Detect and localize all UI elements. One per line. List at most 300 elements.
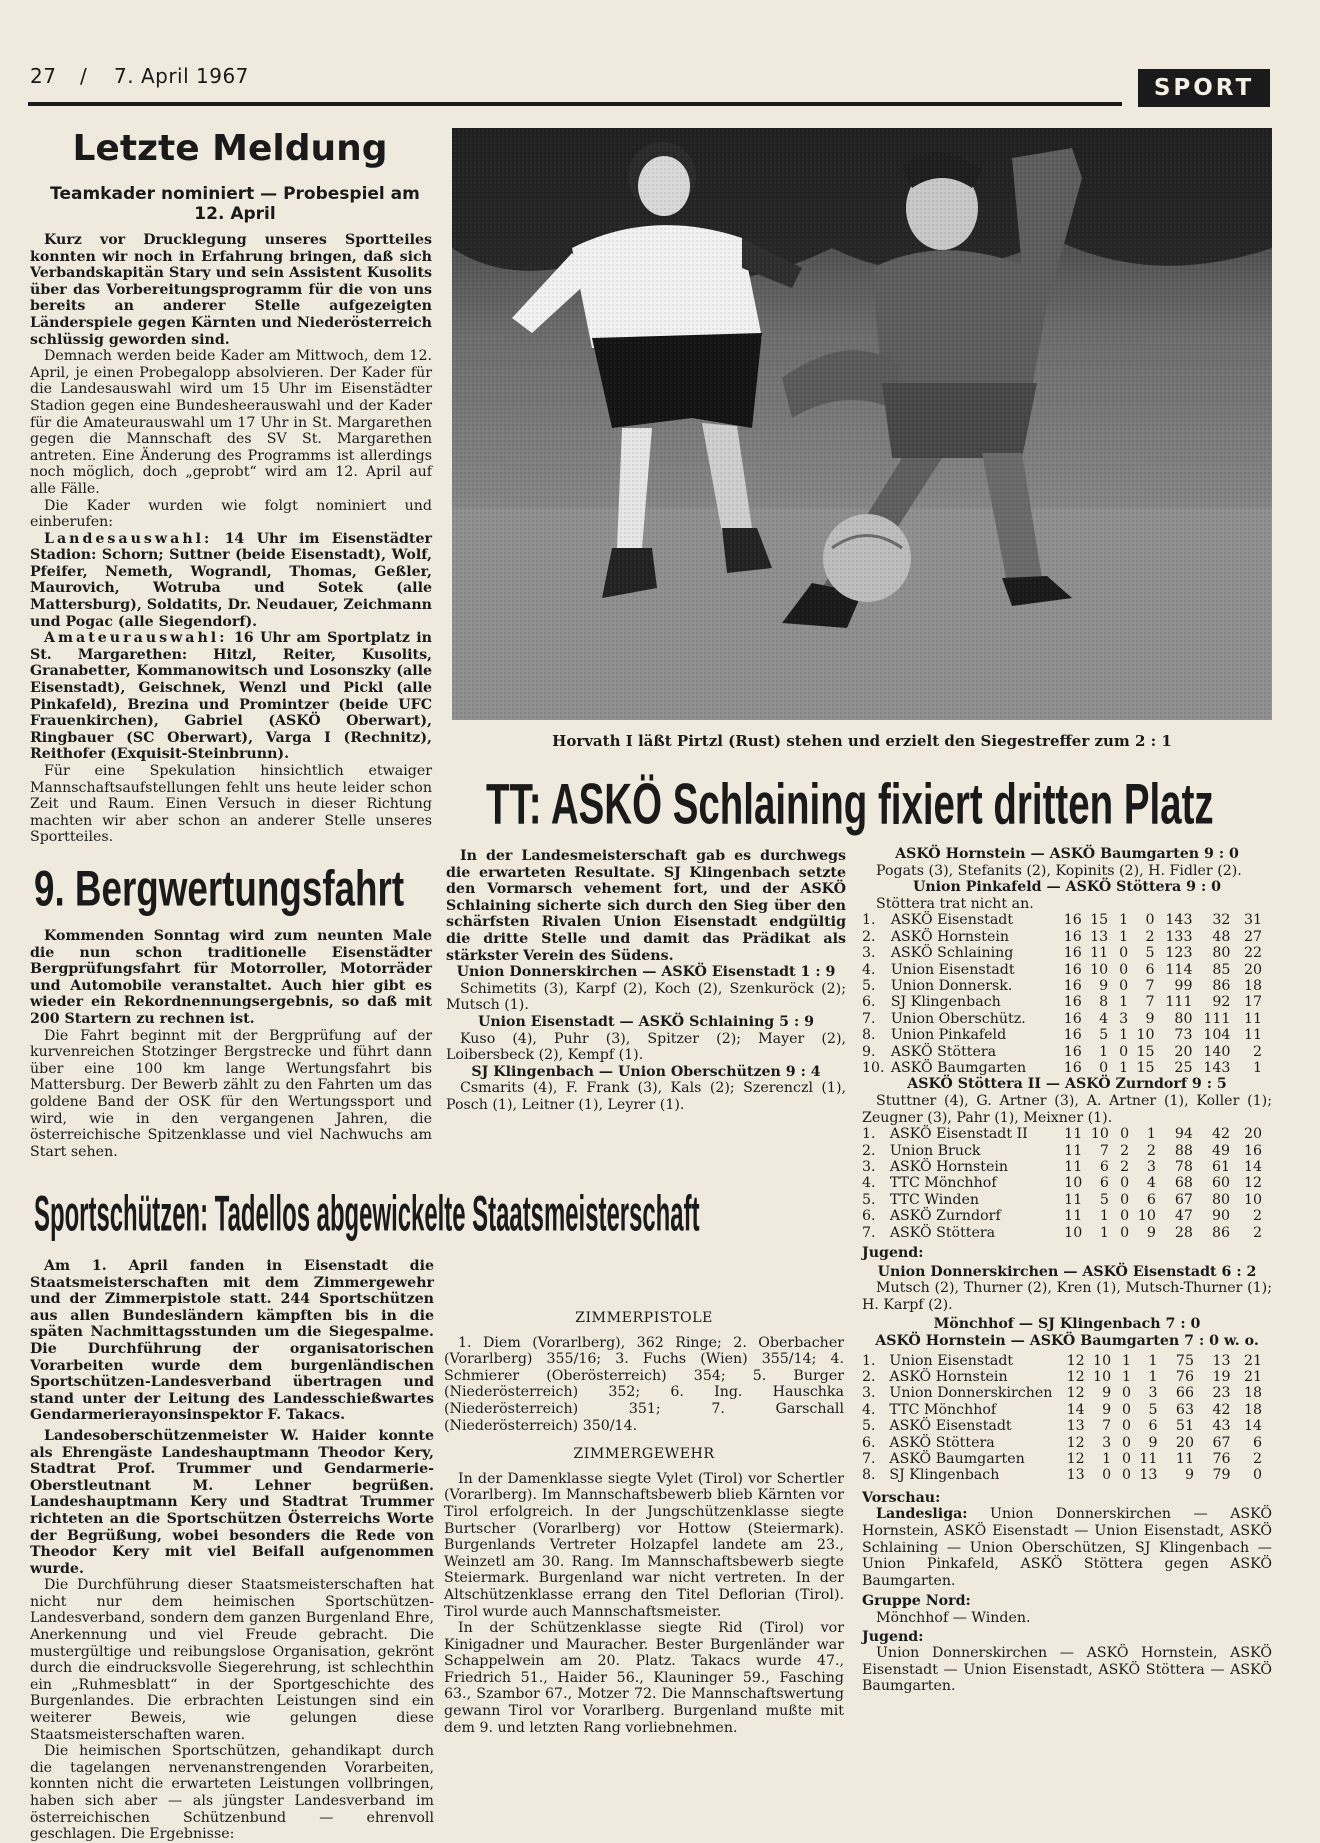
table-cell: 1 — [1119, 994, 1129, 1011]
team-name-cell: ASKÖ Hornstein — [890, 928, 1010, 945]
table-row — [862, 1451, 1262, 1467]
header-separator: / — [80, 64, 88, 88]
table-cell: 1. — [862, 1126, 876, 1143]
table-cell: 16 — [1243, 1142, 1262, 1159]
table-cell: 4. — [862, 961, 876, 978]
table-cell: 7. — [862, 1010, 876, 1027]
table-row — [862, 1060, 1262, 1076]
football-photo — [452, 128, 1272, 720]
tt-standings-jugend — [862, 1353, 1262, 1484]
table-cell: 61 — [1211, 1159, 1231, 1176]
table-cell: 86 — [1212, 978, 1231, 994]
table-cell: 12 — [1066, 1434, 1085, 1451]
table-cell: 15 — [1136, 1043, 1155, 1060]
table-cell: 12 — [1066, 1451, 1085, 1468]
table-cell: 104 — [1203, 1027, 1231, 1044]
letzte-p3: Für eine Spekulation hinsichtlich etwaiger Mannschaftsaufstellungen fehlt uns heute leider schon Zeit und Raum. Einen Versuch in dieser Richtung machten wir aber schon an anderer Stelle unseres Sportteiles. — [30, 763, 432, 846]
table-cell: 114 — [1165, 961, 1193, 978]
table-cell: 16 — [1063, 1010, 1082, 1027]
letzte-meldung-body — [30, 232, 432, 846]
table-cell: 20 — [1243, 961, 1262, 978]
table-cell: 28 — [1174, 1224, 1193, 1241]
table-row — [862, 1011, 1262, 1027]
table-cell: 99 — [1174, 978, 1193, 994]
tt-match-7: Union Donnerskirchen — ASKÖ Eisenstadt 6 : 2 — [877, 1263, 1257, 1280]
schuetzen-lead: Am 1. April fanden in Eisenstadt die Staatsmeisterschaften mit dem Zimmergewehr und der Zimmerpistole statt. 244 Sportschützen aus allen Bundesländern kämpften bis in die späten Nachmittagsstunden um die Siegespalme. Die Durchführung der organisatorischen Vorarbeiten wurde dem burgenländischen Sportschützen-Landesverband übertragen und stand unter der Leitung des Landesschießwartes Gendarmerierayonsinspektor F. Takacs. — [30, 1258, 434, 1424]
table-cell: 14 — [1066, 1401, 1085, 1418]
table-cell: 11 — [1243, 1027, 1262, 1044]
table-cell: 16 — [1063, 912, 1082, 929]
table-cell: 21 — [1243, 1352, 1262, 1369]
issue-date: 7. April 1967 — [114, 64, 249, 88]
table-cell: 48 — [1212, 928, 1231, 945]
table-cell: 20 — [1175, 1434, 1194, 1451]
table-cell: 6 — [1145, 961, 1155, 978]
table-row — [862, 1208, 1262, 1224]
table-cell: 5 — [1099, 1027, 1109, 1044]
table-cell: 63 — [1175, 1401, 1194, 1418]
table-cell: 11 — [1064, 1191, 1083, 1208]
football-photo-illustration — [452, 128, 1272, 720]
table-cell: 4 — [1099, 1010, 1109, 1027]
tt-match-6-text: Stuttner (4), G. Artner (3), A. Artner (1), Koller (1); Zeugner (3), Pahr (1), Meixner (1). — [862, 1093, 1272, 1126]
team-name-cell: ASKÖ Baumgarten — [889, 1451, 1025, 1468]
table-cell: 18 — [1243, 1401, 1262, 1418]
tt-match-7-text: Mutsch (2), Thurner (2), Kren (1), Mutsch-Thurner (1); H. Karpf (2). — [862, 1280, 1272, 1313]
table-cell: 0 — [1122, 1467, 1132, 1484]
table-cell: 9 — [1148, 1434, 1158, 1451]
table-row — [862, 929, 1262, 945]
bergwertung-headline: 9. Bergwertungsfahrt — [34, 860, 405, 917]
team-name-cell: ASKÖ Eisenstadt — [889, 1418, 1012, 1435]
table-row — [862, 1143, 1262, 1159]
team-name-cell: Union Bruck — [889, 1142, 981, 1159]
table-row — [862, 1385, 1262, 1401]
amateurauswahl-label: Amateurauswahl: — [44, 630, 228, 647]
tt-landesliga — [862, 1506, 1272, 1589]
table-cell: 2 — [1120, 1142, 1130, 1159]
table-row — [862, 1044, 1262, 1060]
team-name-cell: Union Pinkafeld — [890, 1027, 1007, 1044]
tt-match-3: SJ Klingenbach — Union Oberschützen 9 : 4 — [471, 1063, 821, 1080]
table-row — [862, 945, 1262, 961]
table-cell: 8 — [1099, 994, 1109, 1011]
tt-match-8: Mönchhof — SJ Klingenbach 7 : 0 — [933, 1316, 1201, 1333]
tt-match-4: ASKÖ Hornstein — ASKÖ Baumgarten 9 : 0 — [895, 846, 1239, 862]
table-cell: 7 — [1145, 978, 1155, 994]
table-row — [862, 1027, 1262, 1043]
team-name-cell: SJ Klingenbach — [889, 1467, 1000, 1484]
team-name-cell: ASKÖ Schlaining — [890, 945, 1014, 962]
tt-standings-landesliga — [862, 912, 1262, 1076]
table-cell: 0 — [1252, 1467, 1262, 1484]
zimmergewehr-head: ZIMMERGEWEHR — [573, 1446, 715, 1463]
table-cell: 8. — [862, 1027, 876, 1044]
table-cell: 5. — [862, 978, 876, 994]
table-row — [862, 1192, 1262, 1208]
table-cell: 1 — [1099, 1043, 1109, 1060]
bergwertung-lead: Kommenden Sonntag wird zum neunten Male die nun schon traditionelle Eisenstädter Bergprüfungsfahrt für Motorroller, Motorräder und Automobile veranstaltet. Auch hier gibt es wieder ein Rekordnennungsergebnis, so daß mit 200 Startern zu rechnen ist. — [30, 928, 432, 1027]
table-cell: 13 — [1212, 1352, 1231, 1369]
tt-match-4-text: Pogats (3), Stefanits (2), Kopinits (2), H. Fidler (2). — [876, 862, 1242, 879]
table-cell: 4. — [862, 1175, 876, 1192]
letzte-meldung-subtitle: Teamkader nominiert — Probespiel am 12. April — [50, 184, 420, 224]
table-cell: 6. — [862, 994, 876, 1011]
table-row — [862, 1225, 1262, 1241]
table-row — [862, 1353, 1262, 1369]
table-cell: 9. — [862, 1043, 876, 1060]
table-cell: 16 — [1063, 1043, 1082, 1060]
table-cell: 12 — [1066, 1385, 1085, 1402]
tt-vorschau-label: Vorschau: — [862, 1489, 941, 1506]
table-cell: 1 — [1099, 1208, 1109, 1225]
table-cell: 143 — [1203, 1060, 1231, 1077]
team-name-cell: ASKÖ Hornstein — [889, 1369, 1008, 1386]
table-cell: 25 — [1174, 1060, 1193, 1077]
letzte-landesauswahl — [30, 531, 432, 631]
bergwertung-body — [30, 928, 432, 1160]
table-cell: 10 — [1243, 1191, 1262, 1208]
table-cell: 0 — [1102, 1467, 1112, 1484]
tt-jugend-label: Jugend: — [862, 1245, 924, 1262]
table-row — [862, 1175, 1262, 1191]
team-name-cell: ASKÖ Zurndorf — [889, 1208, 1001, 1225]
team-name-cell: TTC Mönchhof — [889, 1401, 997, 1418]
table-row — [862, 978, 1262, 994]
landesauswahl-label: Landesauswahl: — [44, 530, 213, 547]
table-cell: 20 — [1174, 1043, 1193, 1060]
table-cell: 0 — [1119, 945, 1129, 962]
table-cell: 3 — [1148, 1385, 1158, 1402]
table-cell: 2 — [1145, 928, 1155, 945]
table-cell: 1 — [1148, 1352, 1158, 1369]
table-cell: 0 — [1120, 1224, 1130, 1241]
team-name-cell: Union Donnersk. — [890, 978, 1013, 994]
table-cell: 67 — [1212, 1434, 1231, 1451]
table-cell: 1 — [1122, 1352, 1132, 1369]
letzte-amateurauswahl — [30, 630, 432, 763]
table-cell: 47 — [1174, 1208, 1193, 1225]
table-cell: 14 — [1243, 1418, 1262, 1435]
table-cell: 11 — [1139, 1451, 1158, 1468]
table-cell: 1 — [1102, 1451, 1112, 1468]
table-cell: 2 — [1252, 1224, 1262, 1241]
table-cell: 1 — [1146, 1126, 1156, 1143]
table-cell: 11 — [1064, 1126, 1083, 1143]
table-cell: 1. — [862, 912, 876, 929]
team-name-cell: Union Donnerskirchen — [889, 1385, 1053, 1402]
schuetzen-column-2 — [444, 1300, 844, 1736]
table-cell: 11 — [1175, 1451, 1194, 1468]
team-name-cell: Union Oberschütz. — [890, 1010, 1026, 1027]
table-cell: 9 — [1102, 1401, 1112, 1418]
tt-match-5: Union Pinkafeld — ASKÖ Stöttera 9 : 0 — [912, 879, 1222, 896]
table-cell: 3 — [1119, 1010, 1129, 1027]
table-cell: 11 — [1064, 1208, 1083, 1225]
schuetzen-p4: Die heimischen Sportschützen, gehandikapt durch die tagelangen nervenanstrengenden Vorarbeiten, konnten nicht die erwarteten Leistungen vollbringen, haben sich aber — als jüngster Landesverband im österreichischen Schützenbund — ehrenvoll geschlagen. Die Ergebnisse: — [30, 1743, 434, 1843]
table-cell: 17 — [1243, 994, 1262, 1011]
table-cell: 5. — [862, 1191, 876, 1208]
table-cell: 0 — [1119, 1043, 1129, 1060]
table-cell: 1 — [1099, 1224, 1109, 1241]
table-cell: 15 — [1136, 1060, 1155, 1077]
table-cell: 8. — [862, 1467, 876, 1484]
table-cell: 6 — [1099, 1159, 1109, 1176]
table-cell: 9 — [1184, 1467, 1194, 1484]
table-cell: 32 — [1212, 912, 1231, 929]
table-cell: 75 — [1175, 1352, 1194, 1369]
tt-headline: TT: ASKÖ Schlaining fixiert dritten Platz — [486, 773, 1214, 837]
table-cell: 6. — [862, 1434, 876, 1451]
table-cell: 0 — [1145, 912, 1155, 929]
table-row — [862, 912, 1262, 928]
table-cell: 1 — [1119, 1027, 1129, 1044]
table-cell: 0 — [1119, 978, 1129, 994]
table-cell: 16 — [1063, 1060, 1082, 1077]
table-cell: 2 — [1146, 1142, 1156, 1159]
table-cell: 23 — [1212, 1385, 1231, 1402]
table-cell: 9 — [1102, 1385, 1112, 1402]
tt-match-1-text: Schimetits (3), Karpf (2), Koch (2), Szenkuröck (2); Mutsch (1). — [446, 980, 846, 1014]
tt-match-5-text: Stöttera trat nicht an. — [876, 895, 1034, 912]
table-cell: 90 — [1211, 1208, 1231, 1225]
table-cell: 80 — [1211, 1191, 1231, 1208]
table-cell: 18 — [1243, 978, 1262, 994]
table-cell: 51 — [1175, 1418, 1194, 1435]
table-cell: 22 — [1243, 945, 1262, 962]
table-cell: 9 — [1145, 1010, 1155, 1027]
section-badge: SPORT — [1138, 69, 1270, 107]
table-cell: 2. — [862, 928, 876, 945]
table-cell: 1 — [1122, 1369, 1132, 1386]
table-cell: 6 — [1146, 1191, 1156, 1208]
table-cell: 80 — [1212, 945, 1231, 962]
table-cell: 5. — [862, 1418, 876, 1435]
table-row — [862, 1126, 1262, 1142]
table-cell: 16 — [1063, 994, 1082, 1011]
tt-column-1 — [446, 848, 846, 1114]
table-cell: 10 — [1093, 1352, 1112, 1369]
table-cell: 0 — [1120, 1208, 1130, 1225]
table-cell: 10. — [862, 1060, 885, 1077]
table-cell: 10 — [1093, 1369, 1112, 1386]
table-cell: 0 — [1122, 1451, 1132, 1468]
table-cell: 6 — [1099, 1175, 1109, 1192]
table-cell: 7. — [862, 1224, 876, 1241]
team-name-cell: ASKÖ Stöttera — [889, 1224, 996, 1241]
table-row — [862, 1159, 1262, 1175]
table-cell: 2. — [862, 1369, 876, 1386]
zimmerpistole-text: 1. Diem (Vorarlberg), 362 Ringe; 2. Oberbacher (Vorarlberg) 355/16; 3. Fuchs (Wien) 355/14; 4. Schmierer (Oberösterreich) 354; 5. Burger (Niederösterreich) 352; 6. Ing. Hauschka (Niederösterreich) 351; 7. Garschall (Niederösterreich) 350/14. — [444, 1334, 844, 1434]
table-cell: 111 — [1203, 1010, 1231, 1027]
table-cell: 1 — [1148, 1369, 1158, 1386]
table-cell: 7 — [1145, 994, 1155, 1011]
table-cell: 2 — [1252, 1208, 1262, 1225]
table-cell: 16 — [1063, 978, 1082, 994]
tt-match-3-text: Csmarits (4), F. Frank (3), Kals (2); Szerenczl (1), Posch (1), Leitner (1), Leyrer (1). — [446, 1080, 846, 1113]
table-cell: 49 — [1211, 1142, 1231, 1159]
table-cell: 10 — [1090, 1126, 1109, 1143]
table-cell: 0 — [1120, 1126, 1130, 1143]
table-cell: 21 — [1243, 1369, 1262, 1386]
table-cell: 4. — [862, 1401, 876, 1418]
table-cell: 80 — [1174, 1010, 1193, 1027]
table-cell: 133 — [1165, 928, 1193, 945]
table-row — [862, 962, 1262, 978]
table-cell: 12 — [1066, 1369, 1085, 1386]
table-cell: 3 — [1146, 1159, 1156, 1176]
zimmergewehr-p1: In der Damenklasse siegte Vylet (Tirol) vor Schertler (Vorarlberg). Im Mannschaftsbewerb blieb Kärnten vor Tirol erfolgreich. In der Jungschützenklasse siegte Burtscher (Vorarlberg) vor Hottow (Steiermark). Burgenlands Vertreter Holzapfel landete am 23., Weinzetl am 30. Rang. Im Mannschaftsbewerb siegte Steiermark. Burgenland war nicht vertreten. In der Altschützenklasse errang den Titel Deflorian (Tirol). Tirol wurde auch Mannschaftsmeister. — [444, 1470, 844, 1620]
table-cell: 68 — [1174, 1175, 1193, 1192]
team-name-cell: ASKÖ Stöttera — [889, 1434, 995, 1451]
tt-match-1: Union Donnerskirchen — ASKÖ Eisenstadt 1 : 9 — [456, 964, 836, 981]
table-cell: 1 — [1119, 928, 1129, 945]
table-cell: 5 — [1145, 945, 1155, 962]
header-rule — [28, 102, 1122, 106]
table-cell: 92 — [1212, 994, 1231, 1011]
table-cell: 1 — [1119, 1060, 1129, 1077]
table-cell: 20 — [1243, 1126, 1262, 1143]
table-cell: 0 — [1099, 1060, 1109, 1077]
table-cell: 76 — [1175, 1369, 1194, 1386]
table-cell: 31 — [1243, 912, 1262, 929]
table-row — [862, 1402, 1262, 1418]
table-cell: 78 — [1174, 1159, 1193, 1176]
table-cell: 16 — [1063, 945, 1082, 962]
team-name-cell: Union Eisenstadt — [890, 961, 1015, 978]
table-cell: 16 — [1063, 928, 1082, 945]
table-cell: 0 — [1122, 1401, 1132, 1418]
table-cell: 4 — [1146, 1175, 1156, 1192]
table-cell: 0 — [1120, 1175, 1130, 1192]
table-cell: 111 — [1165, 994, 1193, 1011]
schuetzen-p2: Landesoberschützenmeister W. Haider konnte als Ehrengäste Landeshauptmann Theodor Kery, Stadtrat Prof. Trummer und Gendarmerie-Oberstleutnant M. Lehner begrüßen. Landeshauptmann Kery und Stadtrat Trummer richteten an die Sportschützen Österreichs Worte der Begrüßung, wobei besonders die Rede von Theodor Kery mit viel Beifall aufgenommen wurde. — [30, 1427, 434, 1577]
tt-jugend2-text: Union Donnerskirchen — ASKÖ Hornstein, ASKÖ Eisenstadt — Union Eisenstadt, ASKÖ Stöttera — ASKÖ Baumgarten. — [862, 1645, 1272, 1695]
table-cell: 6. — [862, 1208, 876, 1225]
table-cell: 13 — [1139, 1467, 1158, 1484]
table-cell: 0 — [1122, 1434, 1132, 1451]
table-cell: 14 — [1243, 1159, 1262, 1176]
table-cell: 2 — [1252, 1451, 1262, 1468]
team-name-cell: ASKÖ Baumgarten — [890, 1060, 1027, 1077]
zimmerpistole-head: ZIMMERPISTOLE — [575, 1310, 713, 1326]
table-cell: 10 — [1064, 1224, 1083, 1241]
table-cell: 27 — [1243, 928, 1262, 945]
table-cell: 10 — [1064, 1175, 1083, 1192]
table-cell: 2. — [862, 1142, 876, 1159]
table-cell: 3. — [862, 1385, 876, 1402]
tt-column-2 — [862, 846, 1272, 1695]
landesauswahl-text: 14 Uhr im Eisenstädter Stadion: Schorn; Suttner (beide Eisenstadt), Wolf, Pfeifer, Nemeth, Wograndl, Thomas, Geßler, Maurovich, Wotruba und Sotek (alle Mattersburg), Soldatits, Dr. Neudauer, Zeichmann und Pogac (alle Siegendorf). — [30, 530, 432, 630]
table-cell: 42 — [1211, 1126, 1231, 1143]
table-cell: 86 — [1211, 1224, 1231, 1241]
table-cell: 16 — [1063, 1027, 1082, 1044]
schuetzen-p3: Die Durchführung dieser Staatsmeisterschaften hat nicht nur dem heimischen Sportschützen-Landesverband, sondern dem ganzen Burgenland Ehre, Anerkennung und viel Freude gebracht. Die mustergültige und reibungslose Organisation, gekrönt durch die eindrucksvolle Siegerehrung, ist schlechthin ein „Ruhmesblatt“ in der Sportgeschichte des Burgenlandes. Die erbrachten Leistungen sind ein weiterer Beweis, wie gelungen diese Staatsmeisterschaften waren. — [30, 1577, 434, 1743]
table-cell: 9 — [1099, 978, 1109, 994]
table-cell: 3. — [862, 1159, 876, 1176]
table-cell: 2 — [1252, 1043, 1262, 1060]
team-name-cell: ASKÖ Eisenstadt II — [889, 1126, 1028, 1143]
table-cell: 1 — [1252, 1060, 1262, 1077]
team-name-cell: TTC Winden — [889, 1191, 979, 1208]
team-name-cell: Union Eisenstadt — [889, 1352, 1014, 1369]
table-cell: 13 — [1066, 1418, 1085, 1435]
table-cell: 67 — [1174, 1191, 1193, 1208]
table-row — [862, 1418, 1262, 1434]
table-cell: 5 — [1099, 1191, 1109, 1208]
landesliga-label: Landesliga: — [876, 1506, 968, 1523]
page-number: 27 — [30, 64, 57, 88]
tt-jugend2-label: Jugend: — [862, 1628, 924, 1645]
team-name-cell: ASKÖ Eisenstadt — [890, 912, 1014, 929]
bergwertung-p1: Die Fahrt beginnt mit der Bergprüfung auf der kurvenreichen Stotzinger Bergstrecke und führt dann über eine 100 km lange Wertungsfahrt bis Mattersburg. Der Bewerb zählt zu den Fahrten um das goldene Band der OSK für den Wertungssport und wird, wie in den vergangenen Jahren, die österreichische Spitzenklasse und viel Nachwuchs am Start sehen. — [30, 1027, 432, 1160]
table-row — [862, 1369, 1262, 1385]
letzte-p1: Demnach werden beide Kader am Mittwoch, dem 12. April, je einen Probegalopp absolvieren. Der Kader für die Landesauswahl wird um 15 Uhr im Eisenstädter Stadion gegen eine Bundesheerauswahl und der Kader für die Amateurauswahl um 17 Uhr in St. Margarethen gegen die Mannschaft des SV St. Margarethen antreten. Eine Änderung des Programms ist allerdings noch möglich, doch „geprobt“ wird am 12. April auf alle Fälle. — [30, 348, 432, 497]
table-cell: 11 — [1064, 1142, 1083, 1159]
table-cell: 10 — [1136, 1027, 1155, 1044]
team-name-cell: SJ Klingenbach — [890, 994, 1001, 1011]
landesliga-text: Union Donnerskirchen — ASKÖ Hornstein, ASKÖ Eisenstadt — Union Eisenstadt, ASKÖ Schlaining — Union Oberschützen, SJ Klingenbach — Union Pinkafeld, ASKÖ Stöttera gegen ASKÖ Baumgarten. — [862, 1506, 1273, 1589]
table-cell: 3. — [862, 945, 876, 962]
table-cell: 0 — [1122, 1418, 1132, 1435]
table-cell: 60 — [1211, 1175, 1231, 1192]
table-cell: 2 — [1120, 1159, 1130, 1176]
table-cell: 7 — [1099, 1142, 1109, 1159]
table-cell: 0 — [1119, 961, 1129, 978]
tt-lead: In der Landesmeisterschaft gab es durchwegs die erwarteten Resultate. SJ Klingenbach setzte den Vormarsch vehement fort, und der ASKÖ Schlaining sicherte sich durch den Sieg über den schärfsten Rivalen Union Eisenstadt endgültig die dritte Stelle und damit das Prädikat als stärkster Verein des Südens. — [446, 848, 846, 964]
table-cell: 6 — [1252, 1434, 1262, 1451]
table-cell: 12 — [1243, 1175, 1262, 1192]
table-cell: 11 — [1064, 1159, 1083, 1176]
table-cell: 123 — [1165, 945, 1193, 962]
table-cell: 16 — [1063, 961, 1082, 978]
table-cell: 6 — [1148, 1418, 1158, 1435]
table-cell: 88 — [1174, 1142, 1193, 1159]
table-cell: 73 — [1174, 1027, 1193, 1044]
table-cell: 5 — [1148, 1401, 1158, 1418]
letzte-meldung-title: Letzte Meldung — [72, 128, 388, 169]
table-cell: 13 — [1066, 1467, 1085, 1484]
tt-gruppe-label: Gruppe Nord: — [862, 1593, 971, 1610]
table-cell: 19 — [1212, 1369, 1231, 1386]
team-name-cell: ASKÖ Stöttera — [890, 1043, 997, 1060]
zimmergewehr-p2: In der Schützenklasse siegte Rid (Tirol) vor Kinigadner und Mauracher. Bester Burgenländer war Schappelwein am 20. Platz. Takacs wurde 47., Friedrich 51., Haider 56., Klauninger 59., Fasching 63., Szambor 67., Motzer 72. Die Mannschaftswertung gewann Tirol vor Vorarlberg. Burgenland mußte mit dem 9. und letzten Rang vorliebnehmen. — [444, 1620, 844, 1736]
table-cell: 1. — [862, 1352, 876, 1369]
table-cell: 0 — [1122, 1385, 1132, 1402]
table-cell: 94 — [1174, 1126, 1193, 1143]
table-cell: 10 — [1137, 1208, 1156, 1225]
schuetzen-headline: Sportschützen: Tadellos abgewickelte Staatsmeisterschaft — [34, 1185, 700, 1242]
amateurauswahl-text: 16 Uhr am Sportplatz in St. Margarethen: Hitzl, Reiter, Kusolits, Granabetter, Kommanowitsch und Losonszky (alle Eisenstadt), Geischnek, Wenzl und Pickl (alle Pinkafeld), Brezina und Promintzer (beide UFC Frauenkirchen), Gabriel (ASKÖ Oberwart), Ringbauer (SC Oberwart), Varga I (Rechnitz), Reithofer (Exquisit-Steinbrunn). — [30, 630, 432, 763]
letzte-lead: Kurz vor Drucklegung unseres Sportteiles konnten wir noch in Erfahrung bringen, daß sich Verbandskapitän Stary und sein Assistent Kusolits über das Vorbereitungsprogramm für die von uns bereits an anderer Stelle aufgezeigten Länderspiele gegen Kärnten und Niederösterreich schlüssig geworden sind. — [30, 232, 432, 348]
tt-gruppe-text: Mönchhof — Winden. — [876, 1610, 1031, 1627]
table-cell: 0 — [1120, 1191, 1130, 1208]
table-cell: 11 — [1090, 945, 1109, 962]
tt-match-6: ASKÖ Stöttera II — ASKÖ Zurndorf 9 : 5 — [907, 1076, 1227, 1093]
table-cell: 76 — [1212, 1451, 1231, 1468]
table-cell: 79 — [1212, 1467, 1231, 1484]
tt-match-2-text: Kuso (4), Puhr (3), Spitzer (2); Mayer (2), Loibersbeck (2), Kempf (1). — [446, 1030, 846, 1064]
table-cell: 10 — [1090, 961, 1109, 978]
table-cell: 18 — [1243, 1385, 1262, 1402]
table-cell: 43 — [1212, 1418, 1231, 1435]
table-cell: 3 — [1102, 1434, 1112, 1451]
photo-caption: Horvath I läßt Pirtzl (Rust) stehen und erzielt den Siegestreffer zum 2 : 1 — [552, 732, 1172, 750]
table-cell: 143 — [1165, 912, 1193, 929]
table-cell: 140 — [1203, 1043, 1231, 1060]
table-cell: 13 — [1090, 928, 1109, 945]
schuetzen-column-1 — [30, 1258, 434, 1843]
